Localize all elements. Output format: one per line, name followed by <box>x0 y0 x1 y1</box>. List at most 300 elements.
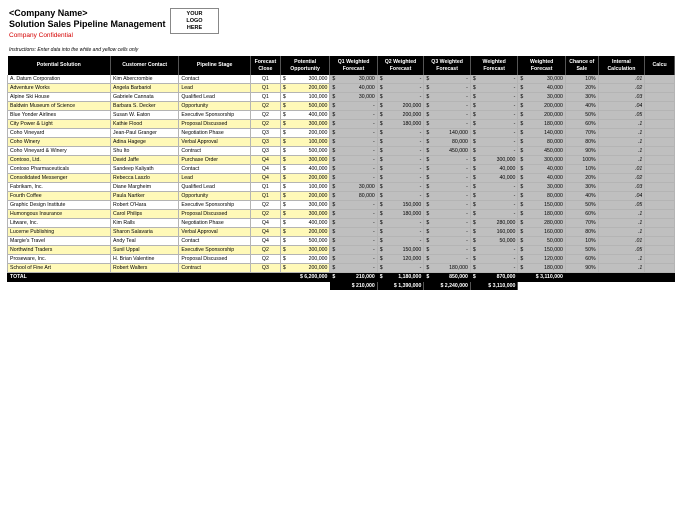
cell-opportunity-value: 300,000 <box>308 202 328 208</box>
cell-opportunity[interactable] <box>280 165 330 174</box>
table-row <box>8 93 675 102</box>
cell-contact[interactable]: H. Brian Valentine <box>110 255 178 264</box>
currency-symbol: $ <box>282 175 286 181</box>
cell-chance: 50% <box>565 201 598 210</box>
cell-chance: 50% <box>565 246 598 255</box>
cell-solution[interactable]: Consolidated Messenger <box>8 174 111 183</box>
currency-symbol: $ <box>520 265 524 271</box>
cell-contact[interactable]: Kim Ralls <box>110 219 178 228</box>
cell-q3 <box>424 165 471 174</box>
cell-close[interactable]: Q2 <box>250 102 280 111</box>
currency-symbol: $ <box>520 229 524 235</box>
currency-symbol: $ <box>282 256 286 262</box>
cell-contact[interactable]: Rebecca Laszlo <box>110 174 178 183</box>
total-label: TOTAL <box>8 273 281 282</box>
table-row <box>8 255 675 264</box>
table-row <box>8 237 675 246</box>
cell-chance: 80% <box>565 228 598 237</box>
cell-q1 <box>330 210 377 219</box>
cell-solution[interactable]: Margie's Travel <box>8 237 111 246</box>
cell-q1 <box>330 237 377 246</box>
cell-close[interactable]: Q2 <box>250 210 280 219</box>
cell-q1-value: - <box>373 220 375 226</box>
cell-calc <box>645 210 675 219</box>
cell-q3-value: 180,000 <box>449 265 468 271</box>
cell-contact[interactable]: Robert Walters <box>110 264 178 273</box>
table-row <box>8 129 675 138</box>
currency-symbol: $ <box>520 220 524 226</box>
total-row <box>8 273 675 282</box>
cell-q3 <box>424 192 471 201</box>
cell-weighted <box>518 255 566 264</box>
cell-weighted <box>518 228 566 237</box>
cell-close[interactable]: Q3 <box>250 129 280 138</box>
currency-symbol: $ <box>520 238 524 244</box>
cell-close[interactable]: Q2 <box>250 201 280 210</box>
cell-solution[interactable]: Proseware, Inc. <box>8 255 111 264</box>
cell-solution[interactable]: Northwind Traders <box>8 246 111 255</box>
cell-close[interactable]: Q2 <box>250 111 280 120</box>
table-row <box>8 246 675 255</box>
currency-symbol: $ <box>332 157 336 163</box>
cell-q2-value: 180,000 <box>402 211 422 217</box>
cell-opportunity[interactable] <box>280 183 330 192</box>
cell-opportunity[interactable] <box>280 201 330 210</box>
cell-opportunity[interactable] <box>280 210 330 219</box>
cell-q2-value: - <box>419 157 422 163</box>
currency-symbol: $ <box>379 274 383 280</box>
cell-stage[interactable]: Negotiation Phase <box>179 129 251 138</box>
cell-q2-value: - <box>419 139 422 145</box>
cell-stage[interactable]: Proposal Discussed <box>179 255 251 264</box>
cell-solution[interactable]: Humongous Insurance <box>8 210 111 219</box>
cell-stage[interactable]: Negotiation Phase <box>179 219 251 228</box>
cell-opportunity[interactable] <box>280 246 330 255</box>
cumulative-q4: $ 3,110,000 <box>470 282 518 291</box>
cell-opportunity-value: 100,000 <box>308 184 328 190</box>
cell-weighted <box>518 156 566 165</box>
cell-q1 <box>330 102 377 111</box>
cell-weighted-value: 160,000 <box>544 229 563 235</box>
cell-solution[interactable]: City Power & Light <box>8 120 111 129</box>
cell-q3 <box>424 102 471 111</box>
cell-calc <box>645 192 675 201</box>
cell-stage[interactable]: Verbal Approval <box>179 138 251 147</box>
cell-opportunity[interactable] <box>280 138 330 147</box>
currency-symbol: $ <box>426 256 430 262</box>
cumulative-q2: $ 1,390,000 <box>377 282 424 291</box>
cell-weighted <box>518 246 566 255</box>
cell-q1-value: - <box>373 121 375 127</box>
total-weighted: $ 3,110,000 <box>518 273 566 282</box>
currency-symbol: $ <box>472 220 476 226</box>
cell-weighted-value: 30,000 <box>547 76 563 82</box>
cell-close[interactable]: Q3 <box>250 138 280 147</box>
cell-weighted-value: 300,000 <box>544 157 563 163</box>
currency-symbol: $ <box>379 85 383 91</box>
currency-symbol: $ <box>379 130 383 136</box>
cell-contact[interactable]: Andy Teal <box>110 237 178 246</box>
cell-contact[interactable]: Paula Nartker <box>110 192 178 201</box>
table-row <box>8 111 675 120</box>
cell-contact[interactable]: Jean-Paul Granger <box>110 129 178 138</box>
cell-close[interactable]: Q4 <box>250 228 280 237</box>
cell-opportunity-value: 300,000 <box>308 121 328 127</box>
cell-solution[interactable]: Fourth Coffee <box>8 192 111 201</box>
cell-q4-value: 300,000 <box>496 157 516 163</box>
cell-q2-value: - <box>419 148 422 154</box>
confidential-label: Company Confidential <box>9 32 73 39</box>
cell-q2 <box>377 138 424 147</box>
cell-internal: .01 <box>598 165 645 174</box>
cell-stage[interactable]: Verbal Approval <box>179 228 251 237</box>
cell-q3-value: - <box>466 220 468 226</box>
cell-q4 <box>470 255 518 264</box>
cell-close[interactable]: Q2 <box>250 120 280 129</box>
cell-stage[interactable]: Proposal Discussed <box>179 210 251 219</box>
cell-internal: .02 <box>598 84 645 93</box>
cell-q1 <box>330 75 377 84</box>
cell-calc <box>645 111 675 120</box>
cell-stage[interactable]: Executive Sponsorship <box>179 111 251 120</box>
currency-symbol: $ <box>282 202 286 208</box>
cell-weighted <box>518 102 566 111</box>
cell-q2 <box>377 255 424 264</box>
cell-q2 <box>377 201 424 210</box>
cell-opportunity-value: 200,000 <box>308 256 328 262</box>
cell-close[interactable]: Q1 <box>250 84 280 93</box>
cell-q3-value: - <box>466 238 468 244</box>
cell-q4 <box>470 84 518 93</box>
cell-solution[interactable]: Fabrikam, Inc. <box>8 183 111 192</box>
cell-contact[interactable]: Sunil Uppal <box>110 246 178 255</box>
currency-symbol: $ <box>332 202 336 208</box>
cell-contact[interactable]: Susan W. Eaton <box>110 111 178 120</box>
cell-q1 <box>330 165 377 174</box>
cell-contact[interactable]: Gabriele Cannata <box>110 93 178 102</box>
cell-contact[interactable]: Sandeep Kaliyath <box>110 165 178 174</box>
cell-calc <box>645 237 675 246</box>
cell-opportunity[interactable] <box>280 264 330 273</box>
cell-stage[interactable]: Opportunity <box>179 102 251 111</box>
cell-contact[interactable]: Adina Hagege <box>110 138 178 147</box>
cell-opportunity-value: 500,000 <box>308 238 328 244</box>
cell-close[interactable]: Q2 <box>250 255 280 264</box>
total-filler <box>598 273 645 282</box>
cell-close[interactable]: Q1 <box>250 75 280 84</box>
cell-close[interactable]: Q3 <box>250 147 280 156</box>
cell-close[interactable]: Q4 <box>250 174 280 183</box>
cell-solution[interactable]: Lucerne Publishing <box>8 228 111 237</box>
currency-symbol: $ <box>379 121 383 127</box>
currency-symbol: $ <box>379 220 383 226</box>
cell-q2-value: - <box>419 265 422 271</box>
cell-stage[interactable]: Qualified Lead <box>179 93 251 102</box>
cell-stage[interactable]: Lead <box>179 174 251 183</box>
currency-symbol: $ <box>520 166 524 172</box>
cell-q2 <box>377 174 424 183</box>
cell-q1-value: - <box>373 139 375 145</box>
cell-contact[interactable]: Kathie Flood <box>110 120 178 129</box>
cell-opportunity[interactable] <box>280 75 330 84</box>
col-header-solution: Potential Solution <box>8 56 111 75</box>
total-filler <box>645 273 675 282</box>
cell-q4-value: 280,000 <box>496 220 516 226</box>
cell-solution[interactable]: Alpine Ski House <box>8 93 111 102</box>
cell-calc <box>645 156 675 165</box>
cell-opportunity[interactable] <box>280 111 330 120</box>
cell-q4 <box>470 264 518 273</box>
currency-symbol: $ <box>332 103 336 109</box>
currency-symbol: $ <box>332 265 336 271</box>
cell-contact[interactable]: David Jaffe <box>110 156 178 165</box>
cell-weighted <box>518 237 566 246</box>
cell-opportunity-value: 300,000 <box>308 157 328 163</box>
cell-q2-value: - <box>419 130 422 136</box>
cell-stage[interactable]: Contact <box>179 75 251 84</box>
cell-internal: .04 <box>598 102 645 111</box>
currency-symbol: $ <box>520 121 524 127</box>
cell-q3 <box>424 183 471 192</box>
currency-symbol: $ <box>379 157 383 163</box>
cell-q2-value: 120,000 <box>402 256 422 262</box>
cell-close[interactable]: Q4 <box>250 219 280 228</box>
cell-opportunity[interactable] <box>280 228 330 237</box>
instructions-text: Instructions: Enter data into the white and yellow cells only <box>9 47 139 53</box>
currency-symbol: $ <box>379 238 383 244</box>
cell-contact[interactable]: Barbara S. Decker <box>110 102 178 111</box>
cell-stage[interactable]: Contact <box>179 237 251 246</box>
col-header-close: Forecast Close <box>250 56 280 75</box>
currency-symbol: $ <box>520 256 524 262</box>
cell-q1-value: 30,000 <box>358 94 375 100</box>
cell-contact[interactable]: Carol Philips <box>110 210 178 219</box>
cell-weighted-value: 150,000 <box>544 202 563 208</box>
cell-internal: .1 <box>598 120 645 129</box>
cell-opportunity[interactable] <box>280 192 330 201</box>
currency-symbol: $ <box>472 130 476 136</box>
total-q2-value: 1,180,000 <box>398 274 422 280</box>
cell-stage[interactable]: Lead <box>179 84 251 93</box>
cell-solution[interactable]: Coho Vineyard <box>8 129 111 138</box>
cell-q4-value: - <box>513 256 516 262</box>
cell-opportunity[interactable] <box>280 237 330 246</box>
currency-symbol: $ <box>426 94 430 100</box>
cell-close[interactable]: Q2 <box>250 246 280 255</box>
currency-symbol: $ <box>520 130 524 136</box>
cell-opportunity-value: 200,000 <box>308 193 328 199</box>
currency-symbol: $ <box>426 247 430 253</box>
cell-close[interactable]: Q1 <box>250 183 280 192</box>
cell-close[interactable]: Q1 <box>250 93 280 102</box>
currency-symbol: $ <box>472 265 476 271</box>
col-header-opportunity: Potential Opportunity <box>280 56 330 75</box>
cell-chance: 40% <box>565 102 598 111</box>
cell-solution[interactable]: Litware, Inc. <box>8 219 111 228</box>
cell-internal: .1 <box>598 147 645 156</box>
cell-solution[interactable]: Graphic Design Institute <box>8 201 111 210</box>
currency-symbol: $ <box>332 121 336 127</box>
cell-q1 <box>330 246 377 255</box>
currency-symbol: $ <box>472 184 476 190</box>
cell-opportunity[interactable] <box>280 255 330 264</box>
cell-stage[interactable]: Contract <box>179 147 251 156</box>
cell-q1 <box>330 93 377 102</box>
cell-stage[interactable]: Executive Sponsorship <box>179 246 251 255</box>
cell-calc <box>645 75 675 84</box>
cell-close[interactable]: Q4 <box>250 165 280 174</box>
cell-stage[interactable]: Contact <box>179 165 251 174</box>
cell-solution[interactable]: School of Fine Art <box>8 264 111 273</box>
table-row <box>8 219 675 228</box>
cell-opportunity[interactable] <box>280 84 330 93</box>
cell-opportunity[interactable] <box>280 102 330 111</box>
currency-symbol: $ <box>332 94 336 100</box>
cell-contact[interactable]: Robert O'Hara <box>110 201 178 210</box>
currency-symbol: $ <box>472 202 476 208</box>
cell-weighted-value: 80,000 <box>547 139 563 145</box>
cell-opportunity-value: 100,000 <box>308 139 328 145</box>
cell-opportunity[interactable] <box>280 219 330 228</box>
cell-close[interactable]: Q3 <box>250 264 280 273</box>
cell-close[interactable]: Q4 <box>250 156 280 165</box>
cell-opportunity[interactable] <box>280 120 330 129</box>
cell-opportunity[interactable] <box>280 174 330 183</box>
cell-q1 <box>330 129 377 138</box>
cell-opportunity-value: 200,000 <box>308 130 328 136</box>
cell-contact[interactable]: Diane Margheim <box>110 183 178 192</box>
cell-opportunity[interactable] <box>280 147 330 156</box>
cell-internal: .05 <box>598 201 645 210</box>
cell-chance: 30% <box>565 183 598 192</box>
total-opportunity: $ 6,200,000 <box>280 273 330 282</box>
currency-symbol: $ <box>282 229 286 235</box>
cell-q3-value: 80,000 <box>452 139 468 145</box>
total-q1-value: 210,000 <box>356 274 375 280</box>
cell-q2 <box>377 156 424 165</box>
cell-internal: .03 <box>598 93 645 102</box>
currency-symbol: $ <box>282 103 286 109</box>
currency-symbol: $ <box>379 139 383 145</box>
cell-opportunity[interactable] <box>280 93 330 102</box>
table-row <box>8 201 675 210</box>
cell-q1-value: - <box>373 211 375 217</box>
cell-internal: .1 <box>598 156 645 165</box>
cell-solution[interactable]: Coho Vineyard & Winery <box>8 147 111 156</box>
cell-solution[interactable]: Baldwin Museum of Science <box>8 102 111 111</box>
cell-q3-value: - <box>466 103 468 109</box>
cell-stage[interactable]: Qualified Lead <box>179 183 251 192</box>
cell-opportunity[interactable] <box>280 129 330 138</box>
cell-q4 <box>470 183 518 192</box>
table-row <box>8 75 675 84</box>
currency-symbol: $ <box>379 193 383 199</box>
cell-weighted-value: 450,000 <box>544 148 563 154</box>
cell-solution[interactable]: Contoso Pharmaceuticals <box>8 165 111 174</box>
cell-stage[interactable]: Purchase Order <box>179 156 251 165</box>
cell-q3-value: - <box>466 121 468 127</box>
cell-q4 <box>470 147 518 156</box>
cell-contact[interactable]: Sharon Salavaria <box>110 228 178 237</box>
cell-q4-value: 160,000 <box>496 229 516 235</box>
cell-chance: 60% <box>565 255 598 264</box>
cell-q4 <box>470 210 518 219</box>
cell-chance: 70% <box>565 219 598 228</box>
currency-symbol: $ <box>472 139 476 145</box>
currency-symbol: $ <box>282 139 286 145</box>
cell-weighted-value: 80,000 <box>547 193 563 199</box>
col-header-q3: Q3 Weighted Forecast <box>424 56 471 75</box>
currency-symbol: $ <box>379 229 383 235</box>
cell-close[interactable]: Q1 <box>250 192 280 201</box>
cell-solution[interactable]: Coho Winery <box>8 138 111 147</box>
cell-q3-value: 450,000 <box>449 148 468 154</box>
cell-close[interactable]: Q4 <box>250 237 280 246</box>
cell-q1-value: - <box>373 229 375 235</box>
cell-contact[interactable]: Angela Barbariol <box>110 84 178 93</box>
cell-q4-value: - <box>513 121 516 127</box>
cell-q4-value: - <box>513 112 516 118</box>
currency-symbol: $ <box>282 85 286 91</box>
table-row <box>8 165 675 174</box>
currency-symbol: $ <box>379 166 383 172</box>
cell-opportunity-value: 500,000 <box>308 148 328 154</box>
col-header-weighted: Weighted Forecast <box>518 56 566 75</box>
cell-opportunity[interactable] <box>280 156 330 165</box>
cell-q2 <box>377 165 424 174</box>
cell-calc <box>645 201 675 210</box>
currency-symbol: $ <box>282 166 286 172</box>
cell-contact[interactable]: Kim Abercrombie <box>110 75 178 84</box>
col-header-q1: Q1 Weighted Forecast <box>330 56 377 75</box>
total-q2 <box>377 273 424 282</box>
cell-solution[interactable]: A. Datum Corporation <box>8 75 111 84</box>
cell-stage[interactable]: Proposal Discussed <box>179 120 251 129</box>
cell-q3 <box>424 129 471 138</box>
cell-q1-value: - <box>373 103 375 109</box>
cell-internal: .1 <box>598 129 645 138</box>
currency-symbol: $ <box>379 247 383 253</box>
cell-opportunity-value: 300,000 <box>308 247 328 253</box>
currency-symbol: $ <box>520 94 524 100</box>
cell-stage[interactable]: Opportunity <box>179 192 251 201</box>
cell-contact[interactable]: Shu Ito <box>110 147 178 156</box>
cell-chance: 20% <box>565 84 598 93</box>
cell-opportunity-value: 400,000 <box>308 166 328 172</box>
cell-weighted <box>518 138 566 147</box>
cell-solution[interactable]: Contoso, Ltd. <box>8 156 111 165</box>
cell-q1-value: - <box>373 256 375 262</box>
cell-solution[interactable]: Adventure Works <box>8 84 111 93</box>
cell-stage[interactable]: Executive Sponsorship <box>179 201 251 210</box>
cell-q2 <box>377 219 424 228</box>
cell-q4-value: - <box>513 139 516 145</box>
currency-symbol: $ <box>520 211 524 217</box>
currency-symbol: $ <box>472 94 476 100</box>
cell-q3-value: - <box>466 247 468 253</box>
table-row <box>8 174 675 183</box>
table-row <box>8 264 675 273</box>
cell-q1 <box>330 174 377 183</box>
cell-stage[interactable]: Contract <box>179 264 251 273</box>
cell-q2-value: - <box>419 220 422 226</box>
cell-solution[interactable]: Blue Yonder Airlines <box>8 111 111 120</box>
cell-chance: 10% <box>565 165 598 174</box>
cell-q2-value: - <box>419 184 422 190</box>
table-row <box>8 120 675 129</box>
cell-chance: 90% <box>565 147 598 156</box>
cell-q1-value: 30,000 <box>358 184 375 190</box>
